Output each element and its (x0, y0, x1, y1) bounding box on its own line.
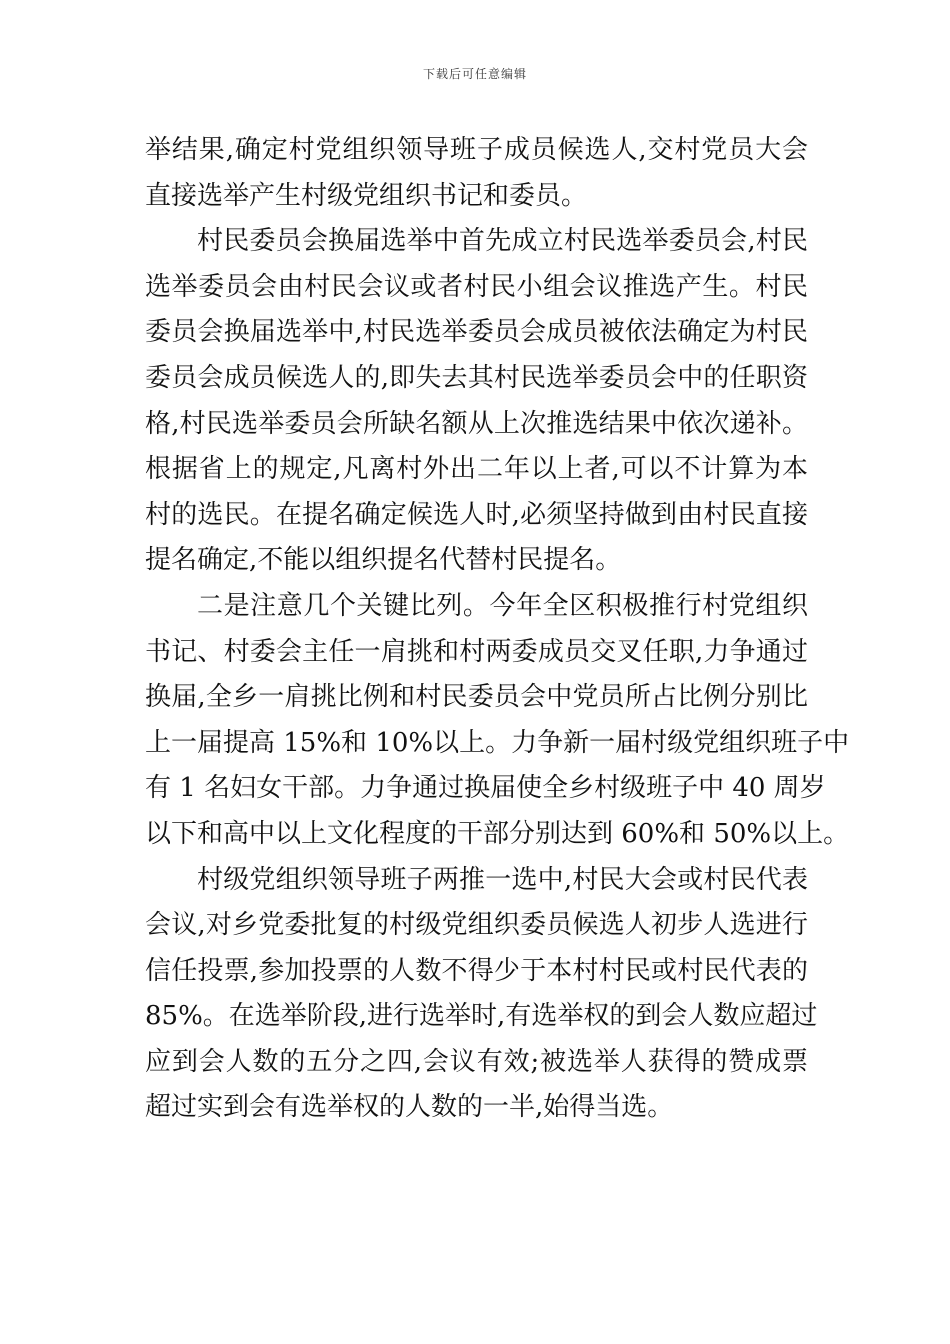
page-header: 下载后可任意编辑 (422, 67, 527, 81)
text-line: 委员会换届选举中,村民选举委员会成员被依法确定为村民 (145, 317, 808, 348)
text-line: 提名确定,不能以组织提名代替村民提名。 (145, 545, 622, 576)
text-line: 应到会人数的五分之四,会议有效;被选举人获得的赞成票 (145, 1046, 808, 1077)
text-line: 会议,对乡党委批复的村级党组织委员候选人初步人选进行 (145, 910, 808, 941)
text-line: 选举委员会由村民会议或者村民小组会议推选产生。村民 (145, 271, 808, 302)
text-line: 有 1 名妇女干部。力争通过换届使全乡村级班子中 40 周岁 (145, 773, 826, 804)
text-line: 格,村民选举委员会所缺名额从上次推选结果中依次递补。 (145, 408, 808, 439)
text-line: 上一届提高 15%和 10%以上。力争新一届村级党组织班子中 (145, 727, 850, 758)
text-line: 书记、村委会主任一肩挑和村两委成员交叉任职,力争通过 (145, 636, 808, 667)
text-line: 85%。在选举阶段,进行选举时,有选举权的到会人数应超过 (145, 1001, 818, 1032)
text-line: 委员会成员候选人的,即失去其村民选举委员会中的任职资 (145, 362, 808, 393)
text-line: 换届,全乡一肩挑比例和村民委员会中党员所占比例分别比 (145, 682, 808, 713)
text-line: 村的选民。在提名确定候选人时,必须坚持做到由村民直接 (145, 499, 808, 530)
text-line: 超过实到会有选举权的人数的一半,始得当选。 (145, 1092, 674, 1123)
text-line: 二是注意几个关键比列。今年全区积极推行村党组织 (197, 590, 808, 621)
text-line: 村民委员会换届选举中首先成立村民选举委员会,村民 (197, 226, 808, 257)
text-line: 根据省上的规定,凡离村外出二年以上者,可以不计算为本 (145, 454, 808, 485)
text-line: 以下和高中以上文化程度的干部分别达到 60%和 50%以上。 (145, 818, 850, 849)
body-text (145, 128, 850, 1131)
text-line: 直接选举产生村级党组织书记和委员。 (145, 180, 588, 211)
text-line: 举结果,确定村党组织领导班子成员候选人,交村党员大会 (145, 135, 808, 165)
text-line: 信任投票,参加投票的人数不得少于本村村民或村民代表的 (145, 955, 808, 986)
text-line: 村级党组织领导班子两推一选中,村民大会或村民代表 (197, 864, 808, 895)
